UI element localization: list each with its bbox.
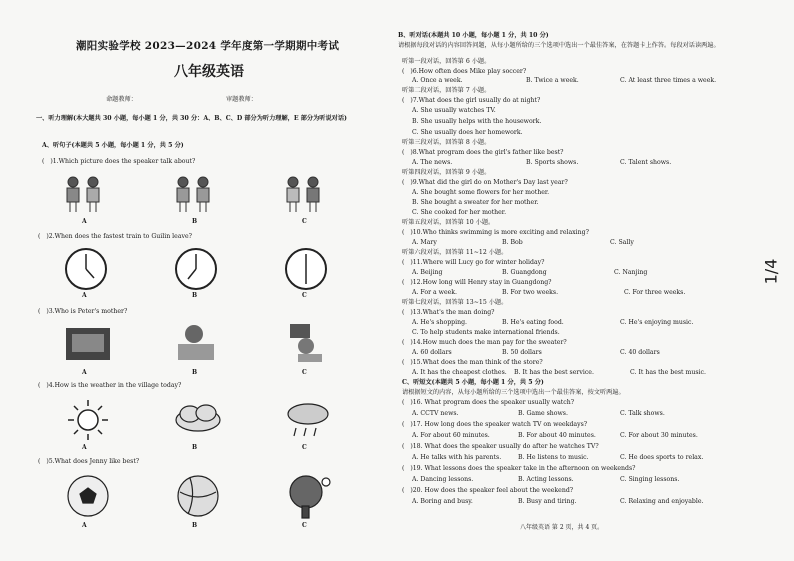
mother-picture-b	[178, 325, 214, 360]
q13-option-b: B. He's eating food.	[502, 319, 564, 326]
q7-option-c: C. She usually does her homework.	[412, 129, 523, 136]
q12-option-a: A. For a week.	[412, 289, 457, 296]
q20-option-a: A. Boring and busy.	[412, 498, 473, 505]
q3-pictures	[56, 320, 366, 368]
clock-icon-a	[66, 249, 106, 289]
question-7: ( )7.What does the girl usually do at night?	[402, 97, 541, 104]
q14-option-a: A. 60 dollars	[412, 349, 452, 356]
clock-icon-c	[286, 249, 326, 289]
q12-option-c: C. For three weeks.	[624, 289, 686, 296]
soccer-ball-icon	[68, 476, 108, 516]
question-5: ( )5.What does Jenny like best?	[38, 458, 140, 465]
ping-pong-icon	[290, 476, 330, 518]
q20-option-b: B. Busy and tiring.	[518, 498, 577, 505]
q5-label-c: C	[302, 522, 307, 529]
section-b-instructions: 请根据每段对话的内容回答问题，从每小题所给的三个选项中选出一个最佳答案，在答题卡上作答。每段对话读两遍。	[398, 42, 720, 49]
mother-picture-a	[66, 328, 110, 360]
mother-picture-c	[290, 324, 322, 362]
dialog-1-label: 听第一段对话，回答第 6 小题。	[402, 58, 491, 65]
q10-option-a: A. Mary	[412, 239, 437, 246]
school-title: 潮阳实验学校 2023—2024 学年度第一学期期中考试	[76, 40, 340, 52]
q1-label-b: B	[192, 218, 198, 225]
question-3: ( )3.Who is Peter's mother?	[38, 308, 128, 315]
part1-heading: 一、听力理解(本大题共 30 小题，每小题 1 分，共 30 分：A、B、C、D 部分为听力理解，E 部分为听说对话)	[36, 115, 347, 122]
q3-label-b: B	[192, 369, 198, 376]
q15-option-b: B. It has the best service.	[514, 369, 594, 376]
q7-option-b: B. She usually helps with the housework.	[412, 118, 542, 125]
q19-option-b: B. Acting lessons.	[518, 476, 574, 483]
question-13: ( )13.What's the man doing?	[402, 309, 495, 316]
q4-weather	[56, 396, 366, 444]
q15-option-a: A. It has the cheapest clothes.	[412, 369, 507, 376]
q18-option-a: A. He talks with his parents.	[412, 454, 502, 461]
question-8: ( )8.What program does the girl's father like best?	[402, 149, 564, 156]
question-12: ( )12.How long will Henry stay in Guangdong?	[402, 279, 552, 286]
reviewer-label: 审题教师：	[226, 96, 257, 103]
q4-label-c: C	[302, 444, 307, 451]
page-side-number: 1/4	[761, 258, 781, 285]
q6-option-a: A. Once a week.	[412, 77, 463, 84]
kids-picture-b	[177, 177, 209, 212]
q17-option-b: B. For about 40 minutes.	[518, 432, 596, 439]
dialog-5-label: 听第五段对话，回答第 10 小题。	[402, 219, 495, 226]
q5-label-b: B	[192, 522, 198, 529]
q18-option-c: C. He does sports to relax.	[620, 454, 704, 461]
page-footer: 八年级英语 第 2 页，共 4 页。	[520, 524, 604, 531]
q4-label-a: A	[82, 444, 87, 451]
q6-option-b: B. Twice a week.	[526, 77, 579, 84]
q2-label-a: A	[82, 292, 87, 299]
question-4: ( )4.How is the weather in the village today?	[38, 382, 182, 389]
q14-option-b: B. 50 dollars	[502, 349, 542, 356]
clock-icon-b	[176, 249, 216, 289]
dialog-4-label: 听第四段对话，回答第 9 小题。	[402, 169, 491, 176]
q19-option-c: C. Singing lessons.	[620, 476, 680, 483]
question-19: ( )19. What lessons does the speaker take in the afternoon on weekends?	[402, 465, 636, 472]
q2-label-b: B	[192, 292, 198, 299]
q9-option-a: A. She bought some flowers for her mother.	[412, 189, 550, 196]
q17-option-c: C. For about 30 minutes.	[620, 432, 698, 439]
q1-label-c: C	[302, 218, 307, 225]
question-20: ( )20. How does the speaker feel about the weekend?	[402, 487, 574, 494]
q8-option-b: B. Sports shows.	[526, 159, 579, 166]
dialog-7-label: 听第七段对话，回答第 13~15 小题。	[402, 299, 508, 306]
question-10: ( )10.Who thinks swimming is more exciting and relaxing?	[402, 229, 589, 236]
q5-label-a: A	[82, 522, 87, 529]
cloud-icon	[176, 405, 220, 431]
question-2: ( )2.When does the fastest train to Guilin leave?	[38, 233, 192, 240]
subject-title: 八年级英语	[174, 64, 244, 80]
question-6: ( )6.How often does Mike play soccer?	[402, 68, 527, 75]
q11-option-b: B. Guangdong	[502, 269, 547, 276]
q19-option-a: A. Dancing lessons.	[412, 476, 474, 483]
section-b-heading: B、听对话(本题共 10 小题，每小题 1 分，共 10 分)	[398, 32, 549, 39]
q17-option-a: A. For about 60 minutes.	[412, 432, 490, 439]
q16-option-a: A. CCTV news.	[412, 410, 459, 417]
q11-option-c: C. Nanjing	[614, 269, 648, 276]
dialog-3-label: 听第三段对话，回答第 8 小题。	[402, 139, 491, 146]
q2-label-c: C	[302, 292, 307, 299]
q9-option-c: C. She cooked for her mother.	[412, 209, 507, 216]
q13-option-c: C. He's enjoying music.	[620, 319, 694, 326]
q7-option-a: A. She usually watches TV.	[412, 107, 496, 114]
rain-cloud-icon	[288, 404, 328, 436]
dialog-6-label: 听第六段对话，回答第 11~12 小题。	[402, 249, 508, 256]
question-11: ( )11.Where will Lucy go for winter holiday?	[402, 259, 545, 266]
section-c-instructions: 请根据短文的内容，从每小题所给的三个选项中选出一个最佳答案，按文听两遍。	[402, 389, 625, 396]
q18-option-b: B. He listens to music.	[518, 454, 589, 461]
q12-option-b: B. For two weeks.	[502, 289, 559, 296]
question-14: ( )14.How much does the man pay for the sweater?	[402, 339, 567, 346]
q20-option-c: C. Relaxing and enjoyable.	[620, 498, 704, 505]
dialog-2-label: 听第二段对话，回答第 7 小题。	[402, 87, 491, 94]
q11-option-a: A. Beijing	[412, 269, 443, 276]
question-18: ( )18. What does the speaker usually do after he watches TV?	[402, 443, 599, 450]
volleyball-icon	[178, 476, 218, 516]
q9-option-b: B. She bought a sweater for her mother.	[412, 199, 539, 206]
sun-icon	[68, 400, 108, 440]
question-17: ( )17. How long does the speaker watch TV on weekdays?	[402, 421, 588, 428]
kids-picture-a	[67, 177, 99, 212]
q5-balls	[56, 472, 366, 522]
q15-option-c: C. It has the best music.	[630, 369, 706, 376]
q16-option-c: C. Talk shows.	[620, 410, 665, 417]
q10-option-c: C. Sally	[610, 239, 634, 246]
question-16: ( )16. What program does the speaker usually watch?	[402, 399, 575, 406]
question-9: ( )9.What did the girl do on Mother's Day last year?	[402, 179, 568, 186]
q13-extra-line: C. To help students make international friends.	[412, 329, 560, 336]
q1-label-a: A	[82, 218, 87, 225]
q13-option-a: A. He's shopping.	[412, 319, 468, 326]
q6-option-c: C. At least three times a week.	[620, 77, 717, 84]
question-15: ( )15.What does the man think of the store?	[402, 359, 543, 366]
q10-option-b: B. Bob	[502, 239, 523, 246]
setter-label: 命题教师：	[106, 96, 137, 103]
q16-option-b: B. Game shows.	[518, 410, 568, 417]
section-c-heading: C、听短文(本题共 5 小题，每小题 1 分，共 5 分)	[402, 379, 544, 386]
q1-pictures	[61, 172, 361, 217]
section-a-heading: A、听句子(本题共 5 小题，每小题 1 分，共 5 分)	[42, 142, 184, 149]
q3-label-a: A	[82, 369, 87, 376]
kids-picture-c	[287, 177, 319, 212]
q14-option-c: C. 40 dollars	[620, 349, 660, 356]
question-1: ( )1.Which picture does the speaker talk about?	[42, 158, 196, 165]
q2-clocks	[56, 246, 366, 292]
q4-label-b: B	[192, 444, 198, 451]
q3-label-c: C	[302, 369, 307, 376]
q8-option-c: C. Talent shows.	[620, 159, 672, 166]
q8-option-a: A. The news.	[412, 159, 453, 166]
